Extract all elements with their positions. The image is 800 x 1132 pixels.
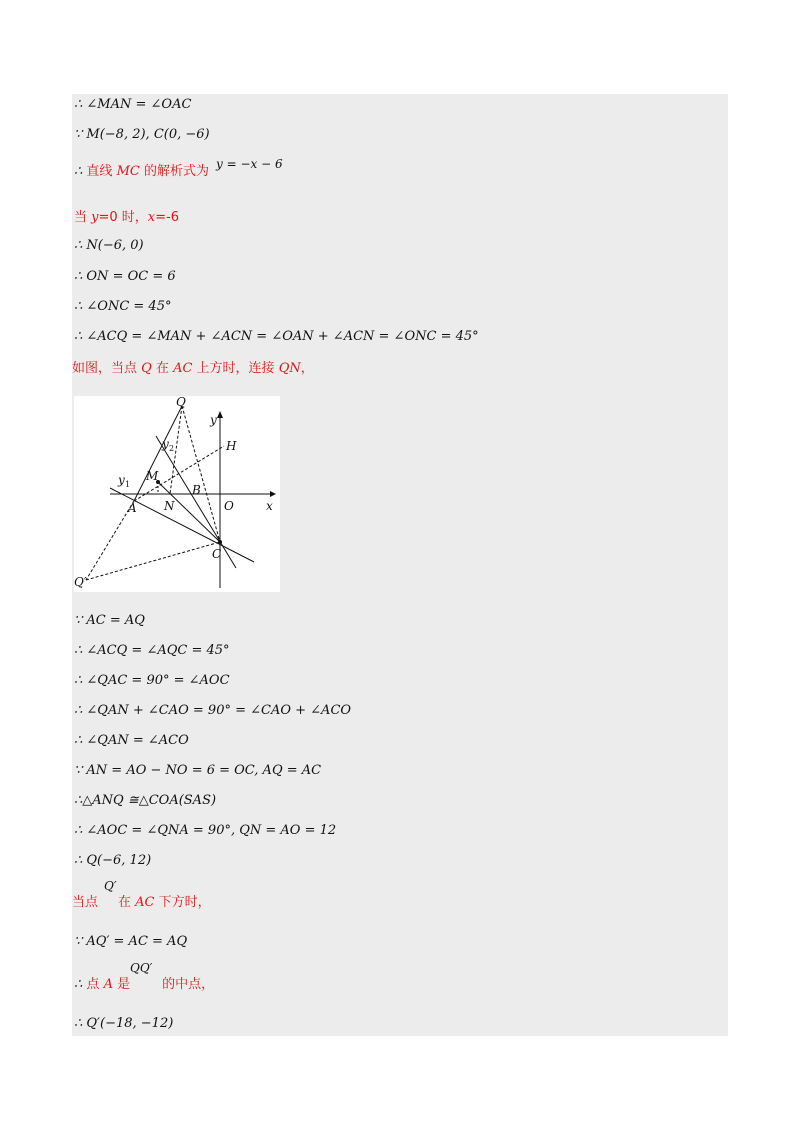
therefore-symbol: ∴ bbox=[74, 164, 83, 179]
text-a: 直线 bbox=[86, 164, 117, 179]
case-q-above bbox=[72, 361, 314, 376]
point-c bbox=[218, 540, 222, 544]
label-x: x bbox=[266, 499, 273, 513]
case-q-below bbox=[72, 895, 211, 910]
a-midpoint-text bbox=[86, 977, 214, 992]
label-b: B bbox=[192, 483, 201, 497]
segment-qprime-c bbox=[86, 542, 220, 580]
label-q: Q bbox=[176, 396, 186, 409]
geometry-figure bbox=[74, 396, 280, 592]
label-y2: y bbox=[162, 437, 169, 451]
step-line-22: ∴ Q′(−18, −12) bbox=[74, 1016, 174, 1031]
step-line-21 bbox=[74, 976, 214, 994]
step-line-19 bbox=[72, 894, 211, 912]
step-line-18: ∴ Q(−6, 12) bbox=[74, 853, 152, 868]
step-line-10: ∵ AC = AQ bbox=[74, 613, 145, 628]
text-b: A bbox=[103, 977, 113, 992]
line-mc-text bbox=[86, 164, 209, 179]
step-line-20: ∵ AQ′ = AC = AQ bbox=[74, 934, 188, 949]
text-a: 点 bbox=[86, 977, 104, 992]
step-line-3 bbox=[74, 163, 209, 181]
text-c: 在 bbox=[151, 361, 174, 376]
label-y1: y bbox=[118, 473, 125, 487]
text-b: 在 bbox=[118, 895, 136, 910]
label-n: N bbox=[164, 499, 175, 513]
step-line-8: ∴ ∠ACQ = ∠MAN + ∠ACN = ∠OAN + ∠ACN = ∠ONC = 45° bbox=[74, 329, 479, 344]
text-c: 是 bbox=[112, 977, 131, 992]
label-q-prime: Q′ bbox=[74, 575, 87, 589]
text-d: x bbox=[147, 210, 156, 225]
text-e: =-6 bbox=[155, 210, 179, 225]
step-line-6: ∴ ON = OC = 6 bbox=[74, 269, 176, 284]
therefore-symbol: ∴ bbox=[74, 977, 83, 992]
label-h: H bbox=[226, 439, 237, 453]
text-e: 上方时，连接 bbox=[192, 361, 279, 376]
q-prime-formula: Q′ bbox=[104, 879, 117, 893]
text-a: 当点 bbox=[72, 895, 99, 910]
label-a: A bbox=[128, 501, 137, 515]
step-line-2: ∵ M(−8, 2), C(0, −6) bbox=[74, 127, 210, 142]
step-line-9 bbox=[72, 360, 314, 378]
text-c: 的解析式为 bbox=[139, 164, 209, 179]
text-c: =0 时， bbox=[98, 210, 148, 225]
y-axis-arrow bbox=[217, 411, 223, 418]
step-line-17: ∴ ∠AOC = ∠QNA = 90°, QN = AO = 12 bbox=[74, 823, 337, 838]
step-line-1: ∴ ∠MAN = ∠OAC bbox=[74, 97, 192, 112]
text-d: 下方时， bbox=[154, 895, 211, 910]
label-y: y bbox=[210, 413, 217, 427]
step-line-7: ∴ ∠ONC = 45° bbox=[74, 299, 172, 314]
text-b: Q bbox=[141, 361, 152, 376]
label-y2-sub: 2 bbox=[169, 444, 175, 453]
qq-prime-formula: QQ′ bbox=[130, 961, 153, 975]
step-line-14: ∴ ∠QAN = ∠ACO bbox=[74, 733, 189, 748]
text-f: QN bbox=[278, 361, 301, 376]
step-line-11: ∴ ∠ACQ = ∠AQC = 45° bbox=[74, 643, 230, 658]
step-line-16: ∴△ANQ ≅△COA(SAS) bbox=[74, 793, 217, 808]
text-d: 的中点， bbox=[162, 977, 215, 992]
x-axis-arrow bbox=[270, 491, 276, 497]
text-b: MC bbox=[116, 164, 140, 179]
text-a: 如图，当点 bbox=[72, 361, 142, 376]
line-mc-formula: y = −x − 6 bbox=[216, 157, 283, 171]
when-y-zero bbox=[74, 210, 179, 225]
text-b: y bbox=[91, 210, 99, 225]
text-c: AC bbox=[135, 895, 155, 910]
step-line-5: ∴ N(−6, 0) bbox=[74, 238, 144, 253]
step-line-15: ∵ AN = AO − NO = 6 = OC, AQ = AC bbox=[74, 763, 322, 778]
label-m: M bbox=[146, 469, 159, 483]
step-line-12: ∴ ∠QAC = 90° = ∠AOC bbox=[74, 673, 230, 688]
text-g: ， bbox=[300, 361, 314, 376]
step-line-4 bbox=[74, 209, 179, 227]
label-y1-sub: 1 bbox=[125, 480, 131, 489]
text-a: 当 bbox=[74, 210, 92, 225]
step-line-13: ∴ ∠QAN + ∠CAO = 90° = ∠CAO + ∠ACO bbox=[74, 703, 352, 718]
text-d: AC bbox=[173, 361, 193, 376]
label-o: O bbox=[224, 499, 234, 513]
geometry-svg bbox=[74, 396, 280, 592]
label-c: C bbox=[212, 547, 222, 561]
